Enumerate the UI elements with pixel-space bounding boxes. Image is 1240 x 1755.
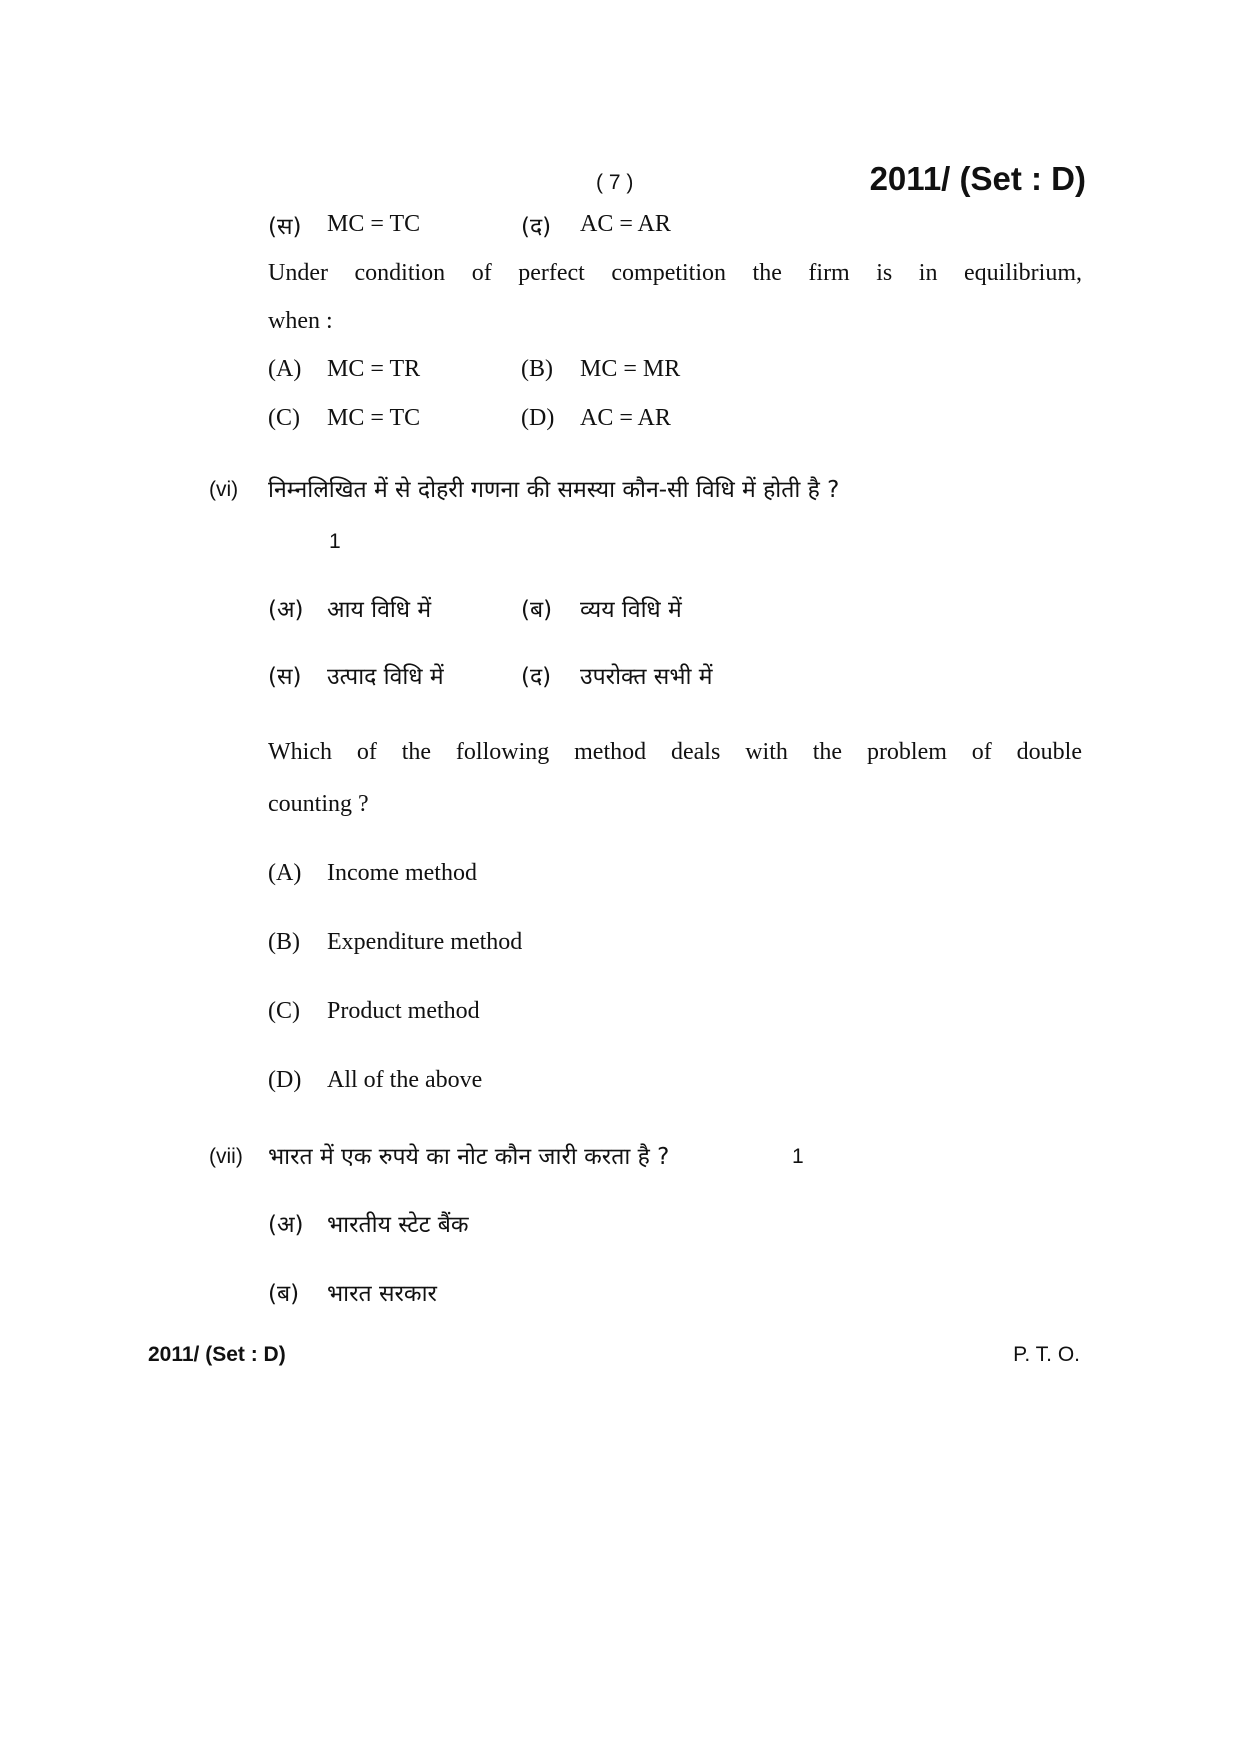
option-text: व्यय विधि में	[580, 597, 682, 623]
option-label: (A)	[268, 356, 302, 382]
question-number: (vi)	[209, 478, 239, 501]
option-label: (ब)	[268, 1281, 300, 1307]
option-text: AC = AR	[580, 405, 671, 431]
question-number: (vii)	[209, 1145, 243, 1168]
question-text-english: Which of the following method deals with the problem of double	[268, 739, 1082, 765]
pto-label: P. T. O.	[1013, 1343, 1080, 1366]
option-label: (अ)	[268, 1212, 304, 1238]
option-label: (D)	[521, 405, 555, 431]
question-text-english-cont: when :	[268, 308, 333, 334]
option-label: (अ)	[268, 597, 304, 623]
option-text: आय विधि में	[327, 597, 432, 623]
option-text: Product method	[327, 998, 480, 1024]
question-text-hindi: भारत में एक रुपये का नोट कौन जारी करता है ?	[268, 1144, 670, 1170]
option-text: All of the above	[327, 1067, 483, 1093]
option-label: (स)	[268, 214, 302, 240]
set-label-header: 2011/ (Set : D)	[869, 160, 1086, 197]
question-text-english-cont: counting ?	[268, 791, 369, 817]
page-number: ( 7 )	[596, 171, 634, 194]
option-label: (द)	[521, 214, 552, 240]
option-label: (D)	[268, 1067, 302, 1093]
question-text-english: Under condition of perfect competition the firm is in equilibrium,	[268, 260, 1082, 286]
question-text-hindi: निम्नलिखित में से दोहरी गणना की समस्या कौन-सी विधि में होती है ?	[268, 477, 840, 503]
option-text: उत्पाद विधि में	[327, 664, 444, 690]
option-text: MC = MR	[580, 356, 681, 382]
option-text: Expenditure method	[327, 929, 523, 955]
option-text: MC = TC	[327, 211, 421, 237]
set-label-footer: 2011/ (Set : D)	[148, 1343, 286, 1366]
marks: 1	[792, 1145, 804, 1168]
option-label: (स)	[268, 664, 302, 690]
option-label: (C)	[268, 998, 300, 1024]
option-text: Income method	[327, 860, 477, 886]
option-label: (B)	[268, 929, 300, 955]
option-label: (A)	[268, 860, 302, 886]
option-text: MC = TR	[327, 356, 421, 382]
option-label: (B)	[521, 356, 553, 382]
option-text: MC = TC	[327, 405, 421, 431]
option-text: AC = AR	[580, 211, 671, 237]
option-label: (C)	[268, 405, 300, 431]
option-text: भारत सरकार	[327, 1281, 437, 1307]
option-text: उपरोक्त सभी में	[580, 664, 713, 690]
option-label: (द)	[521, 664, 552, 690]
marks: 1	[329, 530, 341, 553]
option-text: भारतीय स्टेट बैंक	[327, 1212, 469, 1238]
option-label: (ब)	[521, 597, 553, 623]
